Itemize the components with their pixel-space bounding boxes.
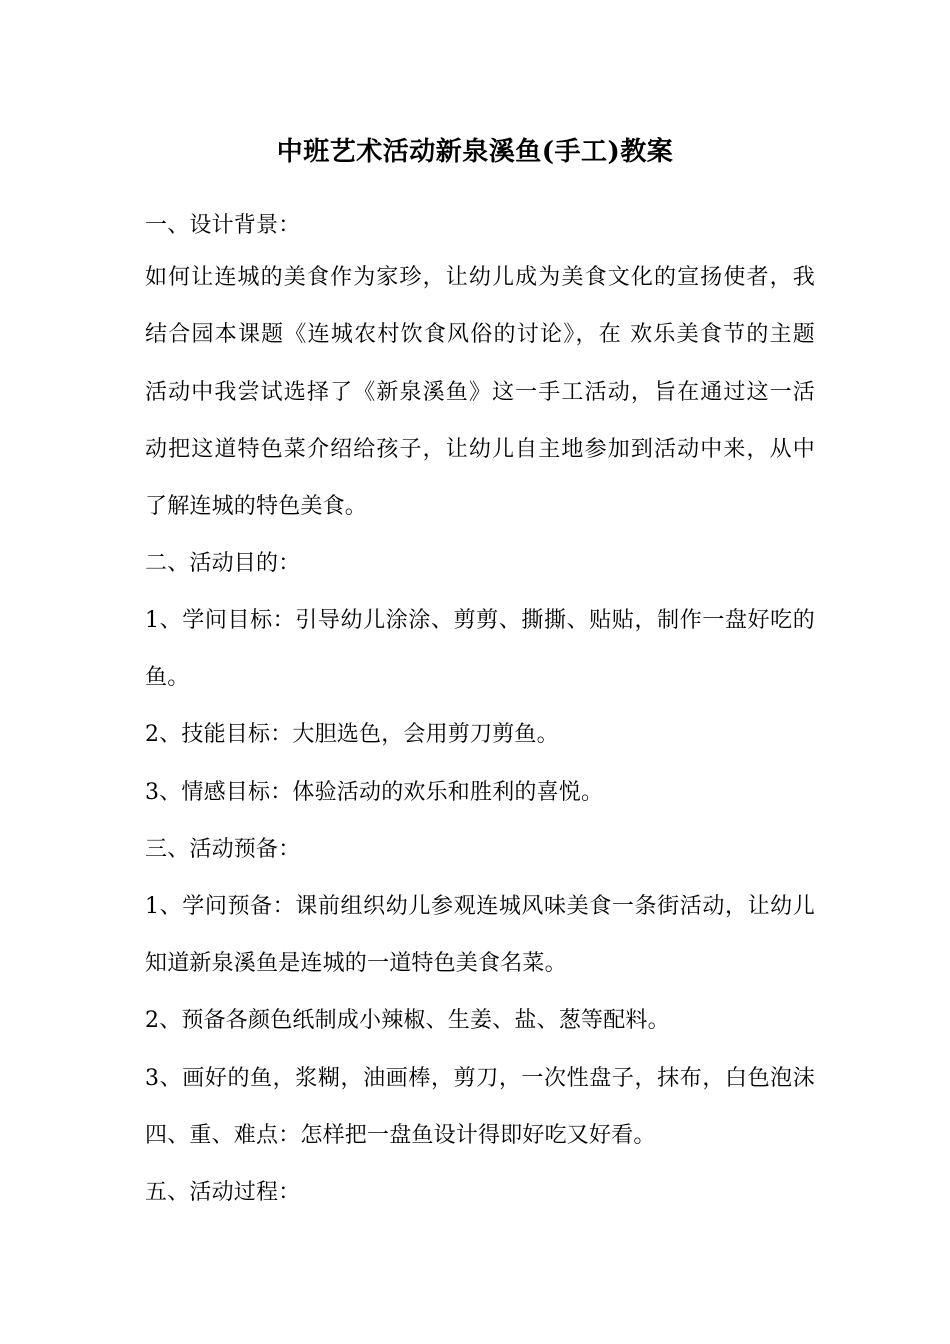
paragraph-line: 了解连城的特色美食。: [145, 494, 368, 519]
paragraph-line: 活动中我尝试选择了《新泉溪鱼》这一手工活动，旨在通过这一活: [145, 380, 815, 405]
section-heading-key-points: 四、重、难点：怎样把一盘鱼设计得即好吃又好看。: [145, 1123, 656, 1148]
list-item-continuation: 知道新泉溪鱼是连城的一道特色美食名菜。: [145, 951, 567, 976]
list-item: 2、技能目标：大胆选色，会用剪刀剪鱼。: [145, 722, 559, 747]
list-item: 1、学问预备：课前组织幼儿参观连城风味美食一条街活动，让幼儿: [145, 894, 815, 919]
list-item-continuation: 鱼。: [145, 665, 190, 690]
paragraph-line: 结合园本课题《连城农村饮食风俗的讨论》，在 欢乐美食节的主题: [145, 322, 815, 347]
paragraph-line: 如何让连城的美食作为家珍，让幼儿成为美食文化的宣扬使者，我: [145, 265, 815, 290]
list-item: 1、学问目标：引导幼儿涂涂、剪剪、撕撕、贴贴，制作一盘好吃的: [145, 608, 815, 633]
section-heading-activity-process: 五、活动过程：: [145, 1180, 301, 1205]
document-title: 中班艺术活动新泉溪鱼(手工)教案: [276, 137, 674, 167]
list-item: 2、预备各颜色纸制成小辣椒、生姜、盐、葱等配料。: [145, 1008, 670, 1033]
section-heading-activity-preparation: 三、活动预备：: [145, 837, 301, 862]
list-item: 3、画好的鱼，浆糊，油画棒，剪刀，一次性盘子，抹布，白色泡沫: [145, 1066, 815, 1091]
list-item: 3、情感目标：体验活动的欢乐和胜利的喜悦。: [145, 780, 604, 805]
paragraph-line: 动把这道特色菜介绍给孩子，让幼儿自主地参加到活动中来，从中: [145, 437, 815, 462]
section-heading-activity-goals: 二、活动目的：: [145, 551, 301, 576]
section-heading-design-background: 一、设计背景：: [145, 213, 301, 238]
